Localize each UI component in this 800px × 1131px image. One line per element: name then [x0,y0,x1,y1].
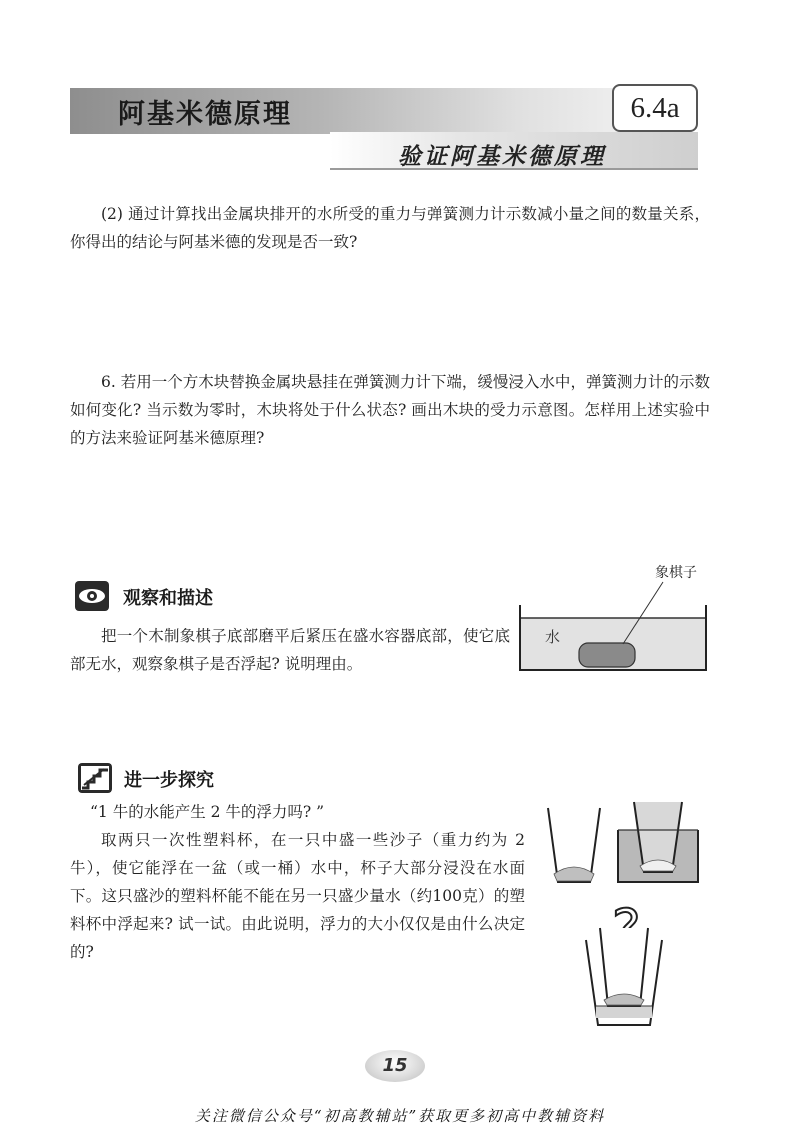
water-label: 水 [545,628,561,646]
page-number: 15 [365,1050,425,1082]
chapter-title: 阿基米德原理 [118,99,292,130]
basin-with-floating-cup [618,802,698,882]
stairs-icon [78,763,112,793]
chess-piece-figure [515,560,715,680]
explore-quote: “1 牛的水能产生 2 牛的浮力吗? ” [90,803,325,821]
chess-piece [579,643,635,667]
question-2-text: (2) 通过计算找出金属块排开的水所受的重力与弹簧测力计示数减小量之间的数量关系，你得出的结论与阿基米德的发现是否一致? [70,205,710,251]
footer-note: 关注微信公众号“初高教辅站”获取更多初高中教辅资料 [194,1107,606,1125]
section-subtitle: 验证阿基米德原理 [398,143,606,170]
explore-text: 取两只一次性塑料杯，在一只中盛一些沙子（重力约为 2 牛），使它能浮在一盆（或一桶）水中，杯子大部分浸没在水面下。这只盛沙的塑料杯能不能在另一只盛少量水（约100克）的塑料杯中浮起来? 试一试。由此说明，浮力的大小仅仅是由什么决定的? [70,831,525,961]
explore-section-title: 进一步探究 [124,770,214,791]
sand-cup-alone [548,808,600,882]
cups-figure [540,800,710,1030]
chess-piece-label: 象棋子 [655,565,697,581]
section-number: 6.4a [612,84,698,132]
eye-icon [75,581,109,611]
observe-section-title: 观察和描述 [123,588,213,609]
question-6-text: 6. 若用一个方木块替换金属块悬挂在弹簧测力计下端，缓慢浸入水中，弹簧测力计的示数如何变化? 当示数为零时，木块将处于什么状态? 画出木块的受力示意图。怎样用上述实验中的方法来验证阿基米德原理? [70,373,710,447]
nested-cups [586,928,662,1025]
observe-text: 把一个木制象棋子底部磨平后紧压在盛水容器底部，使它底部无水，观察象棋子是否浮起? 说明理由。 [70,627,510,673]
